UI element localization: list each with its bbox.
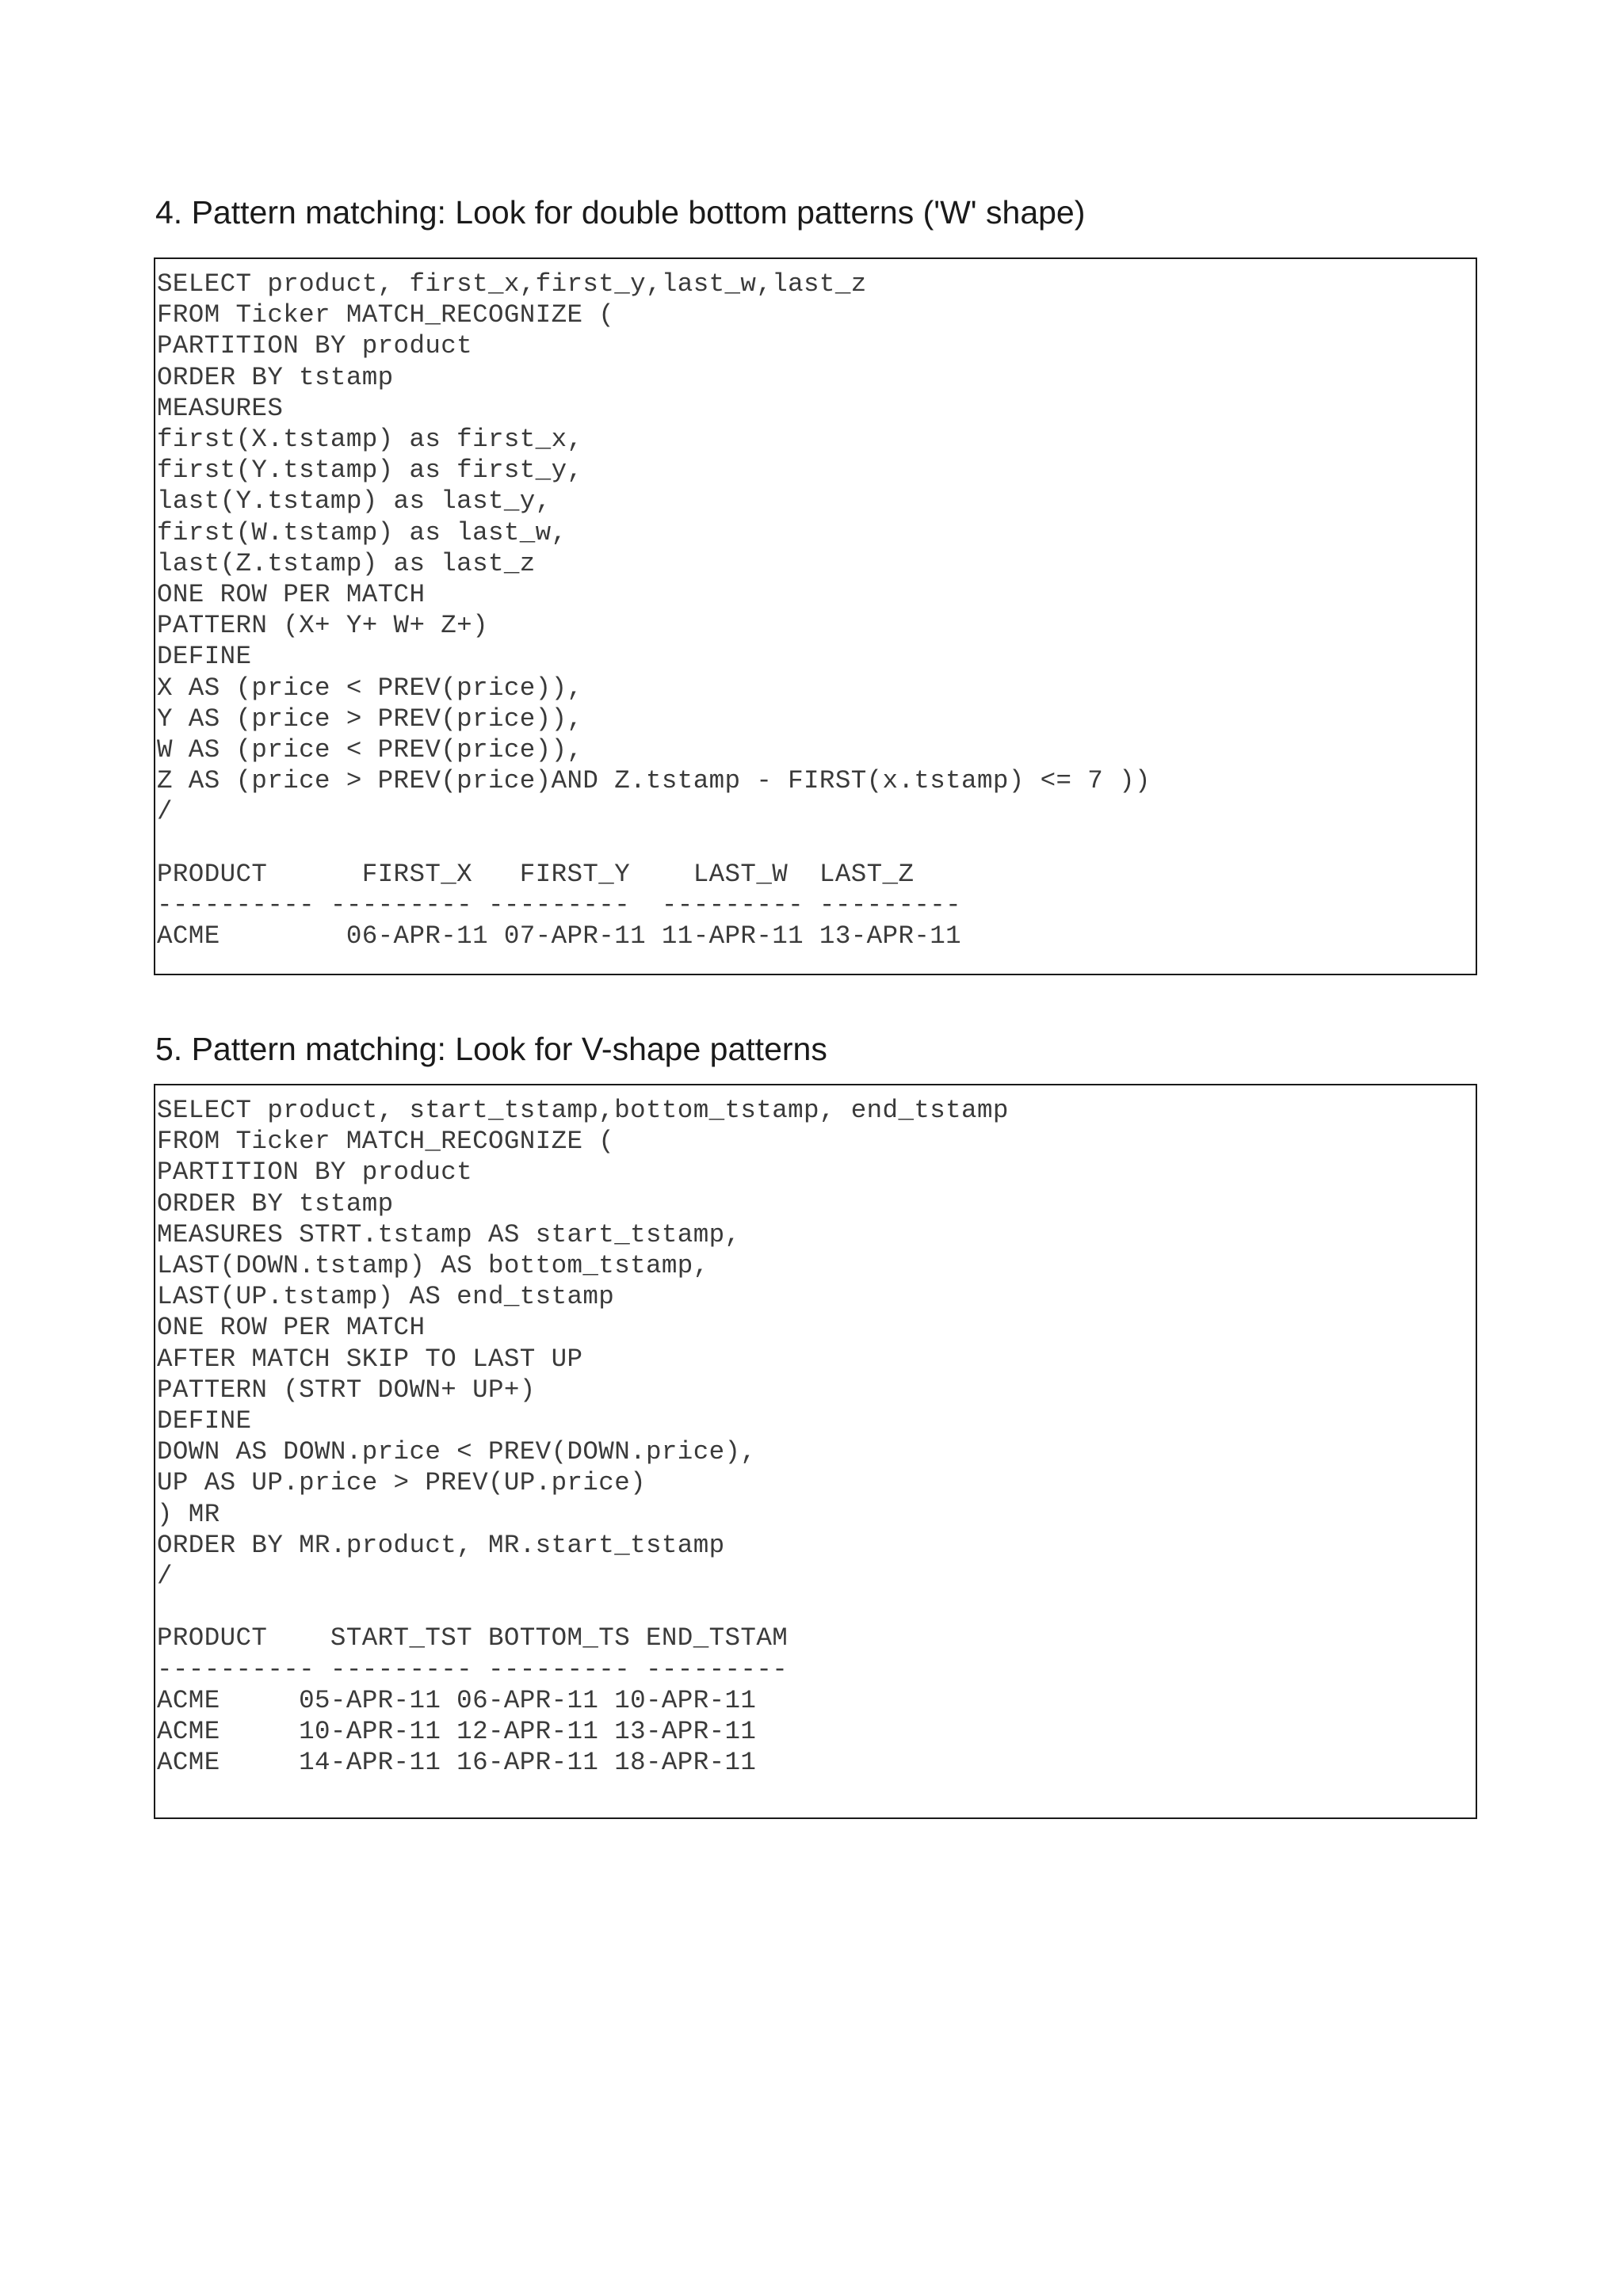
section-5-code-box (154, 1084, 1477, 1819)
section-5-sql-code: SELECT product, start_tstamp,bottom_tstamp, end_tstamp FROM Ticker MATCH_RECOGNIZE ( PARTITION BY product ORDER BY tstamp MEASURES STRT.tstamp AS start_tstamp, LAST(DOWN.tstamp) AS bottom_tstamp, LAST(UP.tstamp) AS end_tstamp ONE ROW PER MATCH AFTER MATCH SKIP TO LAST UP PATTERN (STRT DOWN+ UP+) DEFINE DOWN AS DOWN.price < PREV(DOWN.price), UP AS UP.price > PREV(UP.price) ) MR ORDER BY MR.product, MR.start_tstamp / PRODUCT START_TST BOTTOM_TS END_TSTAM ---------- --------- --------- --------- ACME 05-APR-11 06-APR-11 10-APR-11 ACME 10-APR-11 12-APR-11 13-APR-11 ACME 14-APR-11 16-APR-11 18-APR-11 (157, 1096, 1009, 1778)
section-4-sql-code: SELECT product, first_x,first_y,last_w,last_z FROM Ticker MATCH_RECOGNIZE ( PARTITION BY product ORDER BY tstamp MEASURES first(X.tstamp) as first_x, first(Y.tstamp) as first_y, last(Y.tstamp) as last_y, first(W.tstamp) as last_w, last(Z.tstamp) as last_z ONE ROW PER MATCH PATTERN (X+ Y+ W+ Z+) DEFINE X AS (price < PREV(price)), Y AS (price > PREV(price)), W AS (price < PREV(price)), Z AS (price > PREV(price)AND Z.tstamp - FIRST(x.tstamp) <= 7 )) / PRODUCT FIRST_X FIRST_Y LAST_W LAST_Z ---------- --------- --------- --------- --------- ACME 06-APR-11 07-APR-11 11-APR-11 13-APR-11 (157, 269, 1151, 952)
section-4-code-box (154, 257, 1477, 975)
section-5-heading: 5. Pattern matching: Look for V-shape patterns (155, 1031, 827, 1067)
section-4-heading: 4. Pattern matching: Look for double bottom patterns ('W' shape) (155, 194, 1086, 231)
